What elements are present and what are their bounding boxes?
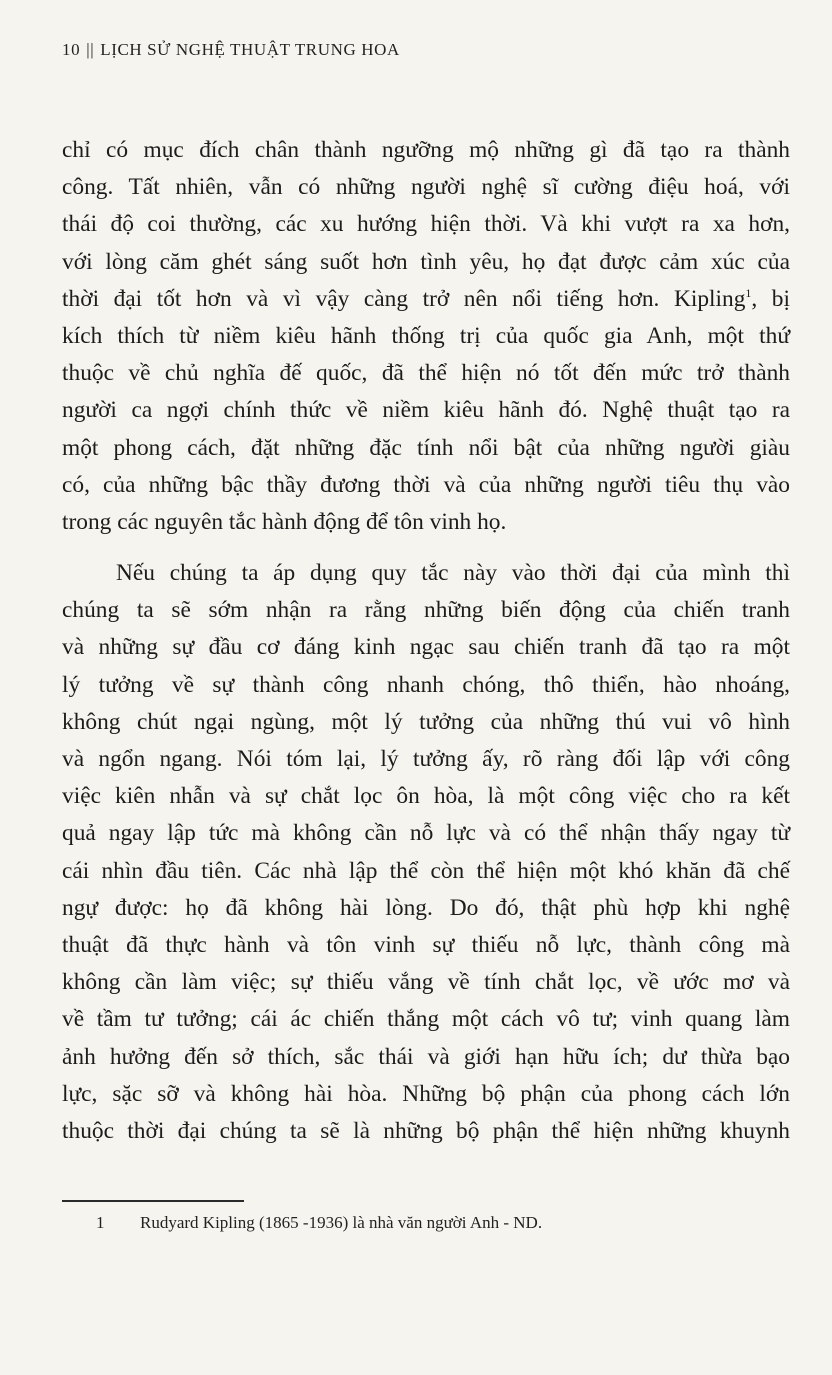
text-line: ngự được: họ đã không hài lòng. Do đó, thật phù hợp khi nghệ — [62, 894, 790, 921]
text-line: có, của những bậc thầy đương thời và của những người tiêu thụ vào — [62, 471, 790, 498]
text-line: việc kiên nhẫn và sự chắt lọc ôn hòa, là một công việc cho ra kết — [62, 783, 790, 810]
footnote-number: 1 — [96, 1213, 105, 1232]
text-line: và ngổn ngang. Nói tóm lại, lý tưởng ấy, rõ ràng đối lập với công — [62, 746, 790, 772]
text-line: thuộc thời đại chúng ta sẽ là những bộ phận thể hiện những khuynh — [62, 1117, 790, 1144]
text-line: người ca ngợi chính thức về niềm kiêu hãnh đó. Nghệ thuật tạo ra — [62, 397, 790, 424]
text-line: lực, sặc sỡ và không hài hòa. Những bộ phận của phong cách lớn — [62, 1080, 790, 1107]
text-line: về tầm tư tưởng; cái ác chiến thắng một cách vô tư; vinh quang làm — [62, 1006, 790, 1033]
book-title: LỊCH SỬ NGHỆ THUẬT TRUNG HOA — [100, 40, 400, 59]
text-line: kích thích từ niềm kiêu hãnh thống trị của quốc gia Anh, một thứ — [62, 322, 790, 349]
text-line: ảnh hưởng đến sở thích, sắc thái và giới hạn hữu ích; dư thừa bạo — [62, 1043, 790, 1070]
text-line — [62, 281, 790, 318]
text-line: lý tưởng về sự thành công nhanh chóng, thô thiển, hào nhoáng, — [62, 671, 790, 698]
footnote — [96, 1213, 542, 1233]
text-line: thuộc về chủ nghĩa đế quốc, đã thể hiện nó tốt đến mức trở thành — [62, 360, 790, 387]
footnote-reference[interactable]: 1 — [745, 285, 752, 300]
text-line: không cần làm việc; sự thiếu vắng về tính chắt lọc, về ước mơ và — [62, 969, 790, 996]
line-text: , bị — [751, 285, 790, 312]
text-line: thuật đã thực hành và tôn vinh sự thiếu nỗ lực, thành công mà — [62, 931, 790, 958]
footnote-divider — [62, 1200, 244, 1202]
text-line: một phong cách, đặt những đặc tính nổi bật của những người giàu — [62, 434, 790, 461]
text-line: với lòng căm ghét sáng suốt hơn tình yêu, họ đạt được cảm xúc của — [62, 248, 790, 275]
paragraph-1 — [62, 132, 790, 541]
text-line: và những sự đầu cơ đáng kinh ngạc sau chiến tranh đã tạo ra một — [62, 634, 790, 661]
line-text: thời đại tốt hơn và vì vậy càng trở nên nổi tiếng hơn. Kipling — [62, 285, 746, 312]
page-number: 10 — [62, 40, 81, 59]
footnote-text: Rudyard Kipling (1865 -1936) là nhà văn người Anh - ND. — [140, 1213, 543, 1232]
paragraph-gap — [62, 541, 790, 555]
text-line: trong các nguyên tắc hành động để tôn vinh họ. — [62, 508, 507, 535]
running-header — [62, 40, 400, 60]
text-line: Nếu chúng ta áp dụng quy tắc này vào thời đại của mình thì — [116, 560, 790, 587]
text-line: quả ngay lập tức mà không cần nỗ lực và có thể nhận thấy ngay từ — [62, 820, 790, 847]
paragraph-2 — [62, 555, 790, 1150]
body-text — [62, 132, 790, 1150]
header-separator: || — [86, 40, 95, 59]
text-line: chỉ có mục đích chân thành ngưỡng mộ những gì đã tạo ra thành — [62, 137, 790, 163]
text-line: công. Tất nhiên, vẫn có những người nghệ sĩ cường điệu hoá, với — [62, 174, 790, 201]
text-line: không chút ngại ngùng, một lý tưởng của những thú vui vô hình — [62, 708, 790, 735]
text-line: thái độ coi thường, các xu hướng hiện thời. Và khi vượt ra xa hơn, — [62, 211, 790, 238]
text-line: chúng ta sẽ sớm nhận ra rằng những biến động của chiến tranh — [62, 597, 790, 624]
text-line: cái nhìn đầu tiên. Các nhà lập thể còn thể hiện một khó khăn đã chế — [62, 857, 790, 884]
